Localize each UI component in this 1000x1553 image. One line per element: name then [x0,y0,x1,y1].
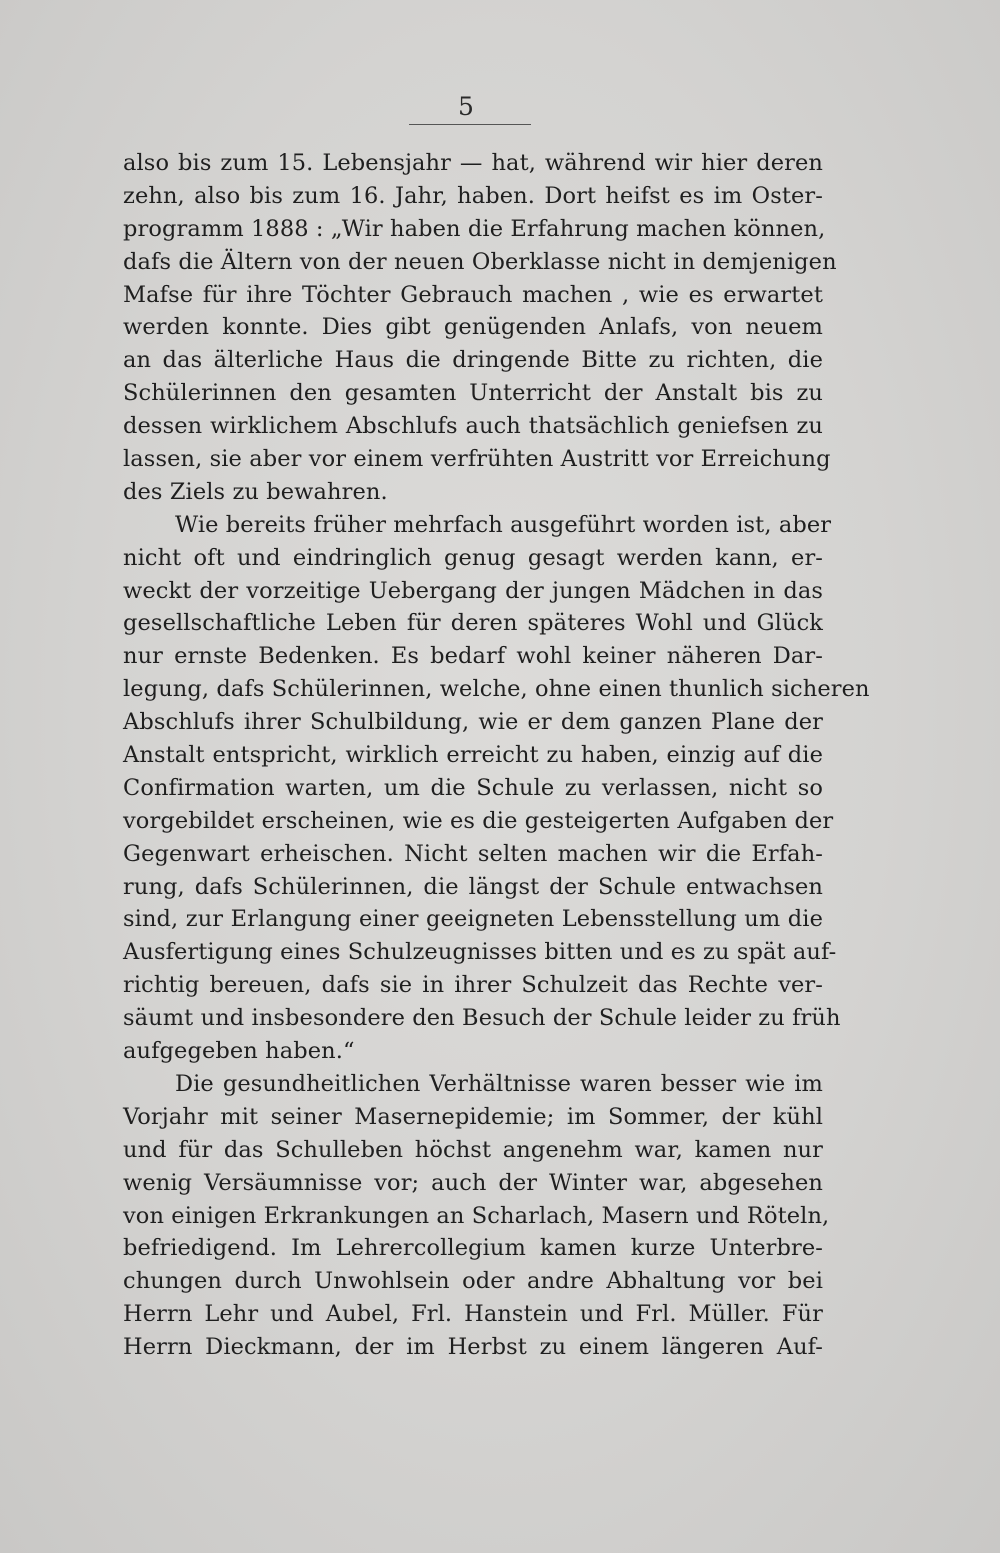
text-line: Wie bereits früher mehrfach ausgeführt worden ist, aber [175,511,832,538]
text-line: Anstalt entspricht, wirklich erreicht zu haben, einzig auf die [123,742,823,769]
text-line: also bis zum 15. Lebensjahr — hat, während wir hier deren [123,150,823,176]
text-line: aufgegeben haben.“ [123,1038,355,1065]
text-line: Die gesundheitlichen Verhältnisse waren besser wie im [175,1070,823,1097]
text-body [123,147,870,1364]
text-line: von einigen Erkrankungen an Scharlach, Masern und Röteln, [123,1202,830,1229]
text-line: werden konnte. Dies gibt genügenden Anlafs, von neuem [123,314,823,341]
text-line: chungen durch Unwohlsein oder andre Abhaltung vor bei [123,1268,823,1295]
text-line: nur ernste Bedenken. Es bedarf wohl keiner näheren Dar- [123,643,823,670]
text-line: an das älterliche Haus die dringende Bitte zu richten, die [123,347,823,374]
text-line: befriedigend. Im Lehrercollegium kamen kurze Unterbre- [123,1235,823,1262]
text-line: Schülerinnen den gesamten Unterricht der Anstalt bis zu [123,380,823,407]
text-line: wenig Versäumnisse vor; auch der Winter war, abgesehen [123,1169,823,1196]
text-line: gesellschaftliche Leben für deren späteres Wohl und Glück [123,610,823,637]
paragraph-2 [123,509,870,1068]
text-line: programm 1888 : „Wir haben die Erfahrung machen können, [123,215,826,242]
text-line: nicht oft und eindringlich genug gesagt werden kann, er- [123,544,823,571]
text-line: Ausfertigung eines Schulzeugnisses bitten und es zu spät auf- [123,939,837,966]
paragraph-1 [123,147,837,509]
text-line: legung, dafs Schülerinnen, welche, ohne einen thunlich sicheren [123,676,870,703]
text-line: Gegenwart erheischen. Nicht selten machen wir die Erfah- [123,840,823,867]
text-line: richtig bereuen, dafs sie in ihrer Schulzeit das Rechte ver- [123,972,823,999]
text-line: Mafse für ihre Töchter Gebrauch machen , wie es erwartet [123,281,823,308]
text-line: sind, zur Erlangung einer geeigneten Lebensstellung um die [123,906,823,933]
text-line: säumt und insbesondere den Besuch der Schule leider zu früh [123,1005,841,1032]
text-line: Herrn Lehr und Aubel, Frl. Hanstein und Frl. Müller. Für [123,1301,823,1328]
text-line: vorgebildet erscheinen, wie es die gesteigerten Aufgaben der [123,807,834,834]
text-line: dessen wirklichem Abschlufs auch thatsächlich geniefsen zu [123,413,823,440]
text-line: Confirmation warten, um die Schule zu verlassen, nicht so [123,774,823,801]
paragraph-3 [123,1068,830,1364]
text-line: rung, dafs Schülerinnen, die längst der Schule entwachsen [123,873,823,900]
text-line: des Ziels zu bewahren. [123,478,388,505]
text-line: Herrn Dieckmann, der im Herbst zu einem längeren Auf- [123,1334,823,1361]
text-line: dafs die Ältern von der neuen Oberklasse nicht in demjenigen [123,248,837,275]
header-rule [409,124,531,125]
page-number: 5 [458,92,474,121]
text-line: Abschlufs ihrer Schulbildung, wie er dem ganzen Plane der [123,709,823,736]
text-line: und für das Schulleben höchst angenehm war, kamen nur [123,1136,823,1163]
text-line: weckt der vorzeitige Uebergang der jungen Mädchen in das [123,577,823,604]
text-line: lassen, sie aber vor einem verfrühten Austritt vor Erreichung [123,446,831,473]
text-line: zehn, also bis zum 16. Jahr, haben. Dort heifst es im Oster- [123,182,823,209]
text-line: Vorjahr mit seiner Masernepidemie; im Sommer, der kühl [123,1103,823,1130]
